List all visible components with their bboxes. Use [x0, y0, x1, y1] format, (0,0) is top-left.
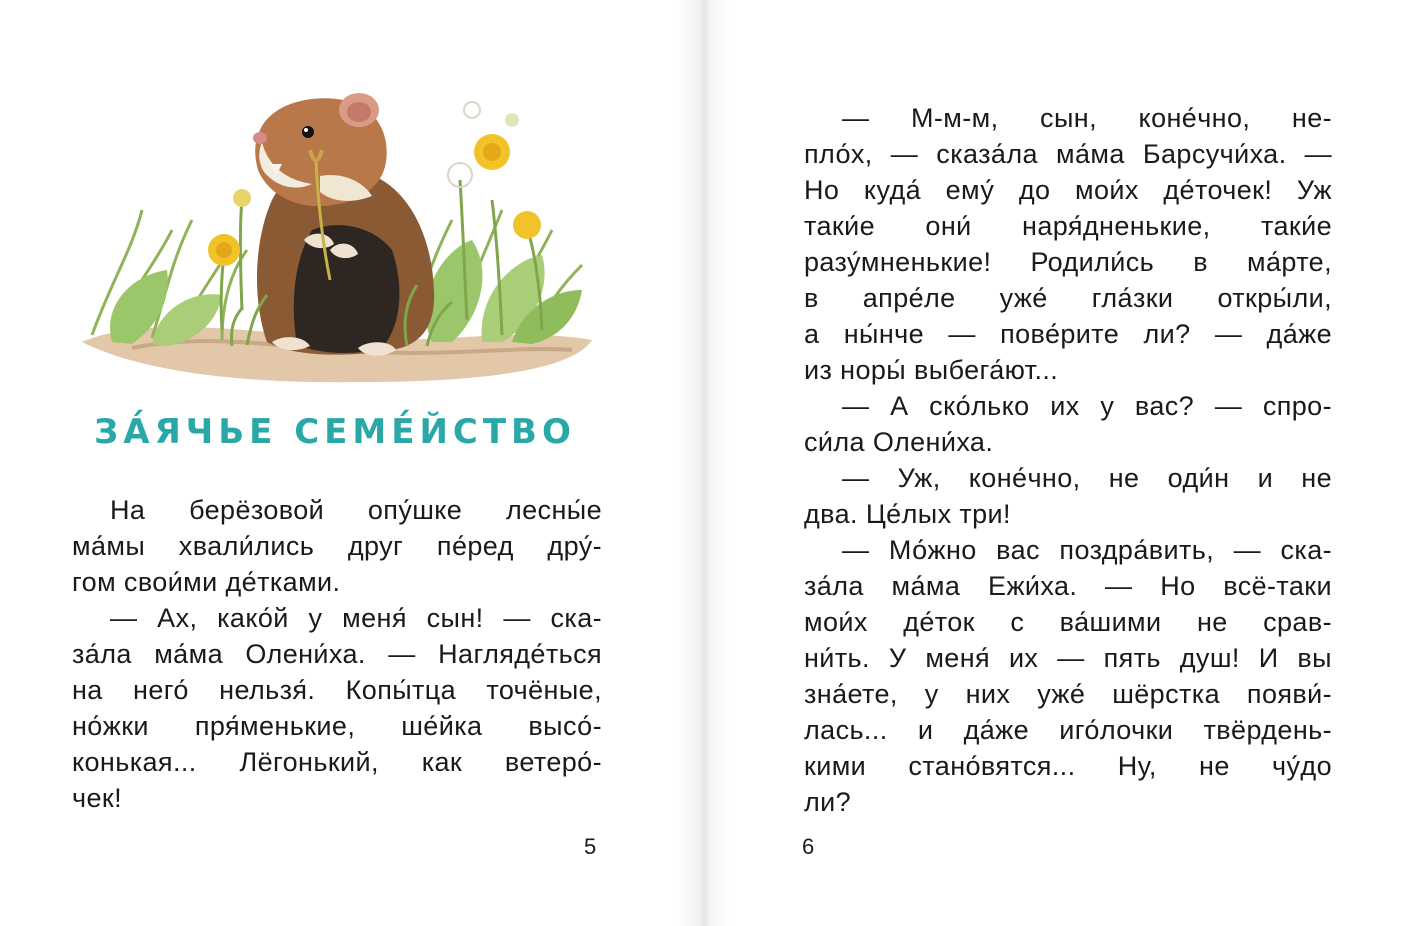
page-number: 6	[802, 834, 815, 859]
text-line: кими стано́вятся... Ну, не чу́до	[804, 751, 1332, 781]
text-line: — А ско́лько их у вас? — спро-	[842, 391, 1332, 421]
text-line: гом свои́ми де́тками.	[72, 567, 341, 597]
text-line: лась... и да́же иго́лочки твёрдень-	[804, 715, 1332, 745]
text-line: си́ла Олени́ха.	[804, 427, 994, 457]
text-line: ли?	[804, 787, 852, 817]
text-line: зна́ете, у них уже́ шёрстка появи́-	[804, 679, 1332, 709]
text-line: На берёзовой опу́шке лесны́е	[110, 495, 602, 525]
text-line: за́ла ма́ма Олени́ха. — Нагляде́ться	[72, 639, 602, 669]
text-line: ни́ть. У меня́ их — пять душ! И вы	[804, 643, 1332, 673]
text-line: — М-м-м, сын, коне́чно, не-	[842, 103, 1332, 133]
text-line: конькая... Лёгонький, как ветеро́-	[72, 747, 602, 777]
text-line: из норы́ выбега́ют...	[804, 355, 1059, 385]
story-title: ЗА́ЯЧЬЕ СЕМЕ́ЙСТВО	[94, 412, 576, 452]
left-page-text	[72, 492, 602, 816]
text-line: но́жки пря́менькие, ше́йка высо́-	[72, 711, 602, 741]
text-line: ма́мы хвали́лись друг пе́ред дру́-	[72, 531, 602, 561]
text-line: таки́е они́ наря́дненькие, таки́е	[804, 211, 1332, 241]
text-line: мои́х де́ток с ва́шими не срав-	[804, 607, 1332, 637]
text-line: пло́х, — сказа́ла ма́ма Барсучи́ха. —	[804, 139, 1332, 169]
hamster-illustration	[72, 80, 602, 390]
text-line: — Мо́жно вас поздра́вить, — ска-	[842, 535, 1332, 565]
text-line: — Уж, коне́чно, не оди́н и не	[842, 463, 1332, 493]
text-line: разу́мненькие! Родили́сь в ма́рте,	[804, 247, 1332, 277]
text-line: в апре́ле уже́ гла́зки откры́ли,	[804, 283, 1332, 313]
text-line: а ны́нче — пове́рите ли? — да́же	[804, 319, 1332, 349]
text-line: чек!	[72, 783, 122, 813]
text-line: за́ла ма́ма Ежи́ха. — Но всё-таки	[804, 571, 1332, 601]
left-page	[0, 0, 700, 926]
right-page-text	[804, 100, 1332, 820]
text-line: на него́ нельзя́. Копы́тца точёные,	[72, 675, 602, 705]
page-number: 5	[584, 834, 597, 859]
text-line: — Ах, како́й у меня́ сын! — ска-	[110, 603, 602, 633]
text-line: два. Це́лых три!	[804, 499, 1011, 529]
text-line: Но куда́ ему́ до мои́х де́точек! Уж	[804, 175, 1332, 205]
